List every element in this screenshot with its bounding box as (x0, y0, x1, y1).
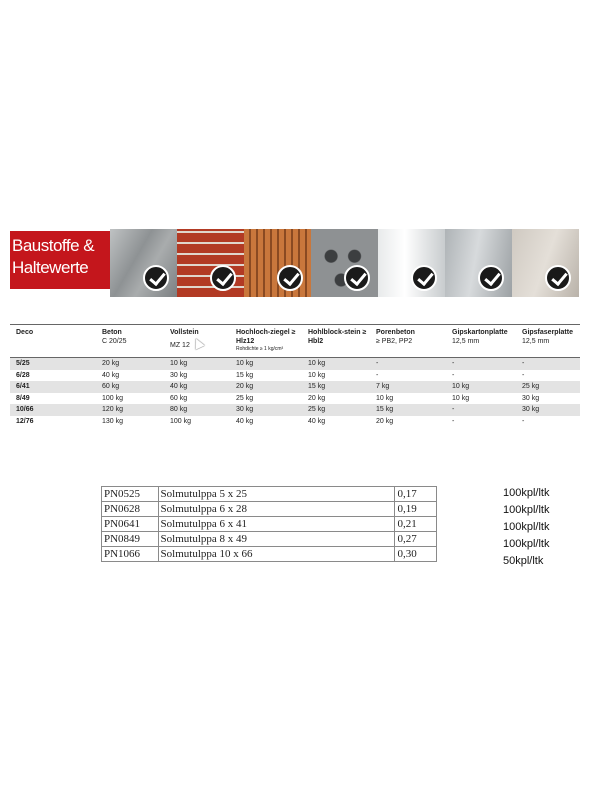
table-cell: 20 kg (230, 381, 302, 393)
table-row (102, 517, 437, 532)
table-cell: 10 kg (164, 358, 230, 370)
table-cell: 40 kg (102, 371, 120, 379)
brick-wall-icon (177, 229, 244, 297)
header-vollstein: Vollstein MZ 12 (164, 325, 230, 358)
product-price: 0,19 (394, 502, 437, 517)
table-cell: 10 kg (452, 394, 470, 402)
table-cell: 10 kg (302, 358, 370, 370)
table-cell: 20 kg (308, 394, 326, 402)
table-cell: 8/49 (16, 394, 30, 402)
table-cell: 10 kg (446, 381, 516, 393)
table-cell: 30 kg (230, 404, 302, 416)
checkmark-icon (344, 265, 370, 291)
materials-banner (10, 229, 580, 297)
table-cell: 20 kg (96, 358, 164, 370)
table-cell: - (516, 358, 580, 370)
table-cell: 40 kg (308, 417, 326, 425)
table-cell: 120 kg (96, 404, 164, 416)
checkmark-icon (210, 265, 236, 291)
table-cell: 100 kg (102, 394, 124, 402)
table-cell: 15 kg (302, 381, 370, 393)
product-code: PN1066 (102, 547, 159, 562)
table-cell: 60 kg (170, 394, 188, 402)
product-code: PN0525 (102, 487, 159, 502)
table-cell: 15 kg (370, 404, 446, 416)
table-cell: 100 kg (170, 417, 192, 425)
table-cell: 80 kg (164, 404, 230, 416)
table-row (102, 532, 437, 547)
table-cell: 12/76 (16, 417, 34, 425)
table-row (102, 502, 437, 517)
checkmark-icon (277, 265, 303, 291)
header-hohlblockstein: Hohlblock-stein ≥ Hbl2 (302, 325, 370, 358)
perforated-brick-icon (244, 229, 311, 297)
table-cell: 25 kg (302, 404, 370, 416)
header-gipskartonplatte: Gipskartonplatte 12,5 mm (446, 325, 516, 358)
plasterboard-icon (445, 229, 512, 297)
table-cell: 25 kg (516, 381, 580, 393)
table-cell: 5/25 (10, 358, 96, 370)
product-name: Solmutulppa 6 x 41 (158, 517, 394, 532)
table-cell: - (370, 358, 446, 370)
table-cell: 10 kg (376, 394, 394, 402)
header-deco: Deco (10, 325, 96, 358)
mouse-cursor-icon (191, 336, 204, 349)
table-row (102, 547, 437, 562)
table-cell: - (522, 371, 525, 379)
table-cell: 10 kg (230, 358, 302, 370)
table-cell: 7 kg (370, 381, 446, 393)
table-cell: 40 kg (236, 417, 254, 425)
gypsum-fibre-board-icon (512, 229, 579, 297)
table-cell: 10/66 (10, 404, 96, 416)
product-name: Solmutulppa 8 x 49 (158, 532, 394, 547)
product-price: 0,21 (394, 517, 437, 532)
table-cell: - (452, 417, 455, 425)
table-row (10, 416, 580, 428)
pack-size: 100kpl/ltk (503, 487, 550, 499)
pack-size: 100kpl/ltk (503, 504, 550, 516)
product-name: Solmutulppa 6 x 28 (158, 502, 394, 517)
table-cell: - (452, 371, 455, 379)
checkmark-icon (478, 265, 504, 291)
table-cell: - (522, 417, 525, 425)
table-row (10, 404, 580, 416)
table-row (10, 370, 580, 382)
pack-size: 100kpl/ltk (503, 521, 550, 533)
banner-title-line-1: Baustoffe & (12, 236, 95, 255)
banner-title (10, 231, 110, 289)
checkmark-icon (545, 265, 571, 291)
table-cell: 30 kg (522, 394, 540, 402)
concrete-block-icon (110, 229, 177, 297)
table-cell: 6/28 (16, 371, 30, 379)
table-cell: - (446, 404, 516, 416)
product-price: 0,30 (394, 547, 437, 562)
banner-title-line-2: Haltewerte (12, 258, 89, 277)
checkmark-icon (411, 265, 437, 291)
table-cell: 6/41 (10, 381, 96, 393)
table-row (10, 358, 580, 370)
table-cell: 30 kg (170, 371, 188, 379)
table-cell: 10 kg (308, 371, 326, 379)
table-cell: 130 kg (102, 417, 124, 425)
header-beton: Beton C 20/25 (96, 325, 164, 358)
pack-size: 100kpl/ltk (503, 538, 550, 550)
table-cell: 30 kg (516, 404, 580, 416)
hollow-block-icon (311, 229, 378, 297)
table-row (102, 487, 437, 502)
table-row (10, 393, 580, 405)
product-code: PN0849 (102, 532, 159, 547)
product-table (101, 486, 437, 562)
header-hochlochziegel: Hochloch-ziegel ≥ Hlz12 Rohdichte ≥ 1 kg/cm³ (230, 325, 302, 358)
product-price: 0,27 (394, 532, 437, 547)
table-cell: 60 kg (96, 381, 164, 393)
table-cell: 15 kg (236, 371, 254, 379)
load-values-table (10, 324, 580, 427)
product-name: Solmutulppa 10 x 66 (158, 547, 394, 562)
header-porenbeton: Porenbeton ≥ PB2, PP2 (370, 325, 446, 358)
table-cell: 25 kg (236, 394, 254, 402)
product-price: 0,17 (394, 487, 437, 502)
product-code: PN0641 (102, 517, 159, 532)
table-cell: - (446, 358, 516, 370)
product-code: PN0628 (102, 502, 159, 517)
table-cell: 20 kg (376, 417, 394, 425)
aerated-concrete-icon (378, 229, 445, 297)
table-row (10, 381, 580, 393)
header-gipsfaserplatte: Gipsfaserplatte 12,5 mm (516, 325, 580, 358)
pack-size: 50kpl/ltk (503, 555, 544, 567)
checkmark-icon (143, 265, 169, 291)
pack-size-list (503, 485, 549, 570)
product-name: Solmutulppa 5 x 25 (158, 487, 394, 502)
table-cell: - (376, 371, 379, 379)
table-header-row (10, 325, 580, 358)
table-cell: 40 kg (164, 381, 230, 393)
